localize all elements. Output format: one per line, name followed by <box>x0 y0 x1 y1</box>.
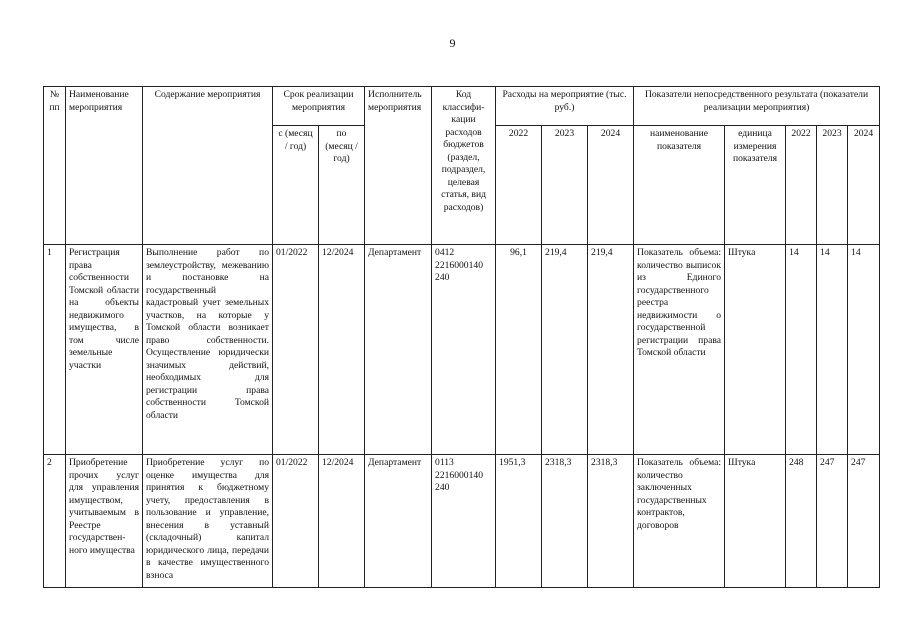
page-number: 9 <box>449 36 456 50</box>
header-ind-2023: 2023 <box>817 126 848 245</box>
row-executor: Департамент <box>365 245 432 455</box>
row-from: 01/2022 <box>273 245 319 455</box>
row-exp-2022: 1951,3 <box>496 455 542 588</box>
row-no: 1 <box>44 245 66 455</box>
row-executor: Департамент <box>365 455 432 588</box>
header-code: Код классифи-кации расходов бюджетов (раздел, подраздел, целевая статья, вид расходов) <box>432 87 496 245</box>
header-period-from: с (месяц / год) <box>273 126 319 245</box>
table-row <box>44 455 880 588</box>
row-no: 2 <box>44 455 66 588</box>
header-expenses: Расходы на мероприятие (тыс. руб.) <box>496 87 634 126</box>
header-indicators: Показатели непосредственного результата (показатели реализации мероприятия) <box>634 87 880 126</box>
row-ind-unit: Штука <box>725 245 786 455</box>
header-exp-2024: 2024 <box>588 126 634 245</box>
row-exp-2024: 219,4 <box>588 245 634 455</box>
header-name: Наименование мероприятия <box>66 87 143 245</box>
row-ind-2023: 247 <box>817 455 848 588</box>
row-to: 12/2024 <box>319 455 365 588</box>
row-ind-2023: 14 <box>817 245 848 455</box>
row-ind-name: Показатель объема: количество заключенных государственных контрактов, договоров <box>634 455 725 588</box>
row-exp-2024: 2318,3 <box>588 455 634 588</box>
row-ind-2024: 247 <box>848 455 880 588</box>
row-content: Выполнение работ по землеустройству, межеванию и постановке на государственный кадастровый учет земельных участков, на которые у Томской области возникает право собственности. Осуществление юридически значимых действий, необходимых для регистрации права собственности Томской области <box>143 245 273 455</box>
row-ind-name: Показатель объема: количество выписок из Единого государственного реестра недвижимости о государственной регистрации права Томской области <box>634 245 725 455</box>
header-period-to: по (месяц / год) <box>319 126 365 245</box>
row-exp-2022: 96,1 <box>496 245 542 455</box>
header-period: Срок реализации мероприятия <box>273 87 365 126</box>
row-name: Регистрация права собственности Томской области на объекты недвижимого имущества, в том числе земельные участки <box>66 245 143 455</box>
row-from: 01/2022 <box>273 455 319 588</box>
header-ind-name: наименование показателя <box>634 126 725 245</box>
row-ind-2024: 14 <box>848 245 880 455</box>
header-ind-2022: 2022 <box>786 126 817 245</box>
header-no: № пп <box>44 87 66 245</box>
header-ind-unit: единица измерения показателя <box>725 126 786 245</box>
header-content: Содержание мероприятия <box>143 87 273 245</box>
header-exp-2022: 2022 <box>496 126 542 245</box>
row-ind-2022: 14 <box>786 245 817 455</box>
row-ind-2022: 248 <box>786 455 817 588</box>
row-code: 0113 2216000140 240 <box>432 455 496 588</box>
header-ind-2024: 2024 <box>848 126 880 245</box>
row-ind-unit: Штука <box>725 455 786 588</box>
row-to: 12/2024 <box>319 245 365 455</box>
table-row <box>44 245 880 455</box>
row-content: Приобретение услуг по оценке имущества для принятия к бюджетному учету, предоставления в пользование и управление, внесения в уставный (складочный) капитал юридического лица, передачи в качестве имущественного взноса <box>143 455 273 588</box>
header-exp-2023: 2023 <box>542 126 588 245</box>
header-executor: Исполнитель мероприятия <box>365 87 432 245</box>
measures-table <box>43 86 880 588</box>
row-code: 0412 2216000140 240 <box>432 245 496 455</box>
row-name: Приобретение прочих услуг для управления имуществом, учитываемым в Реестре государствен-ного имущества <box>66 455 143 588</box>
row-exp-2023: 219,4 <box>542 245 588 455</box>
row-exp-2023: 2318,3 <box>542 455 588 588</box>
